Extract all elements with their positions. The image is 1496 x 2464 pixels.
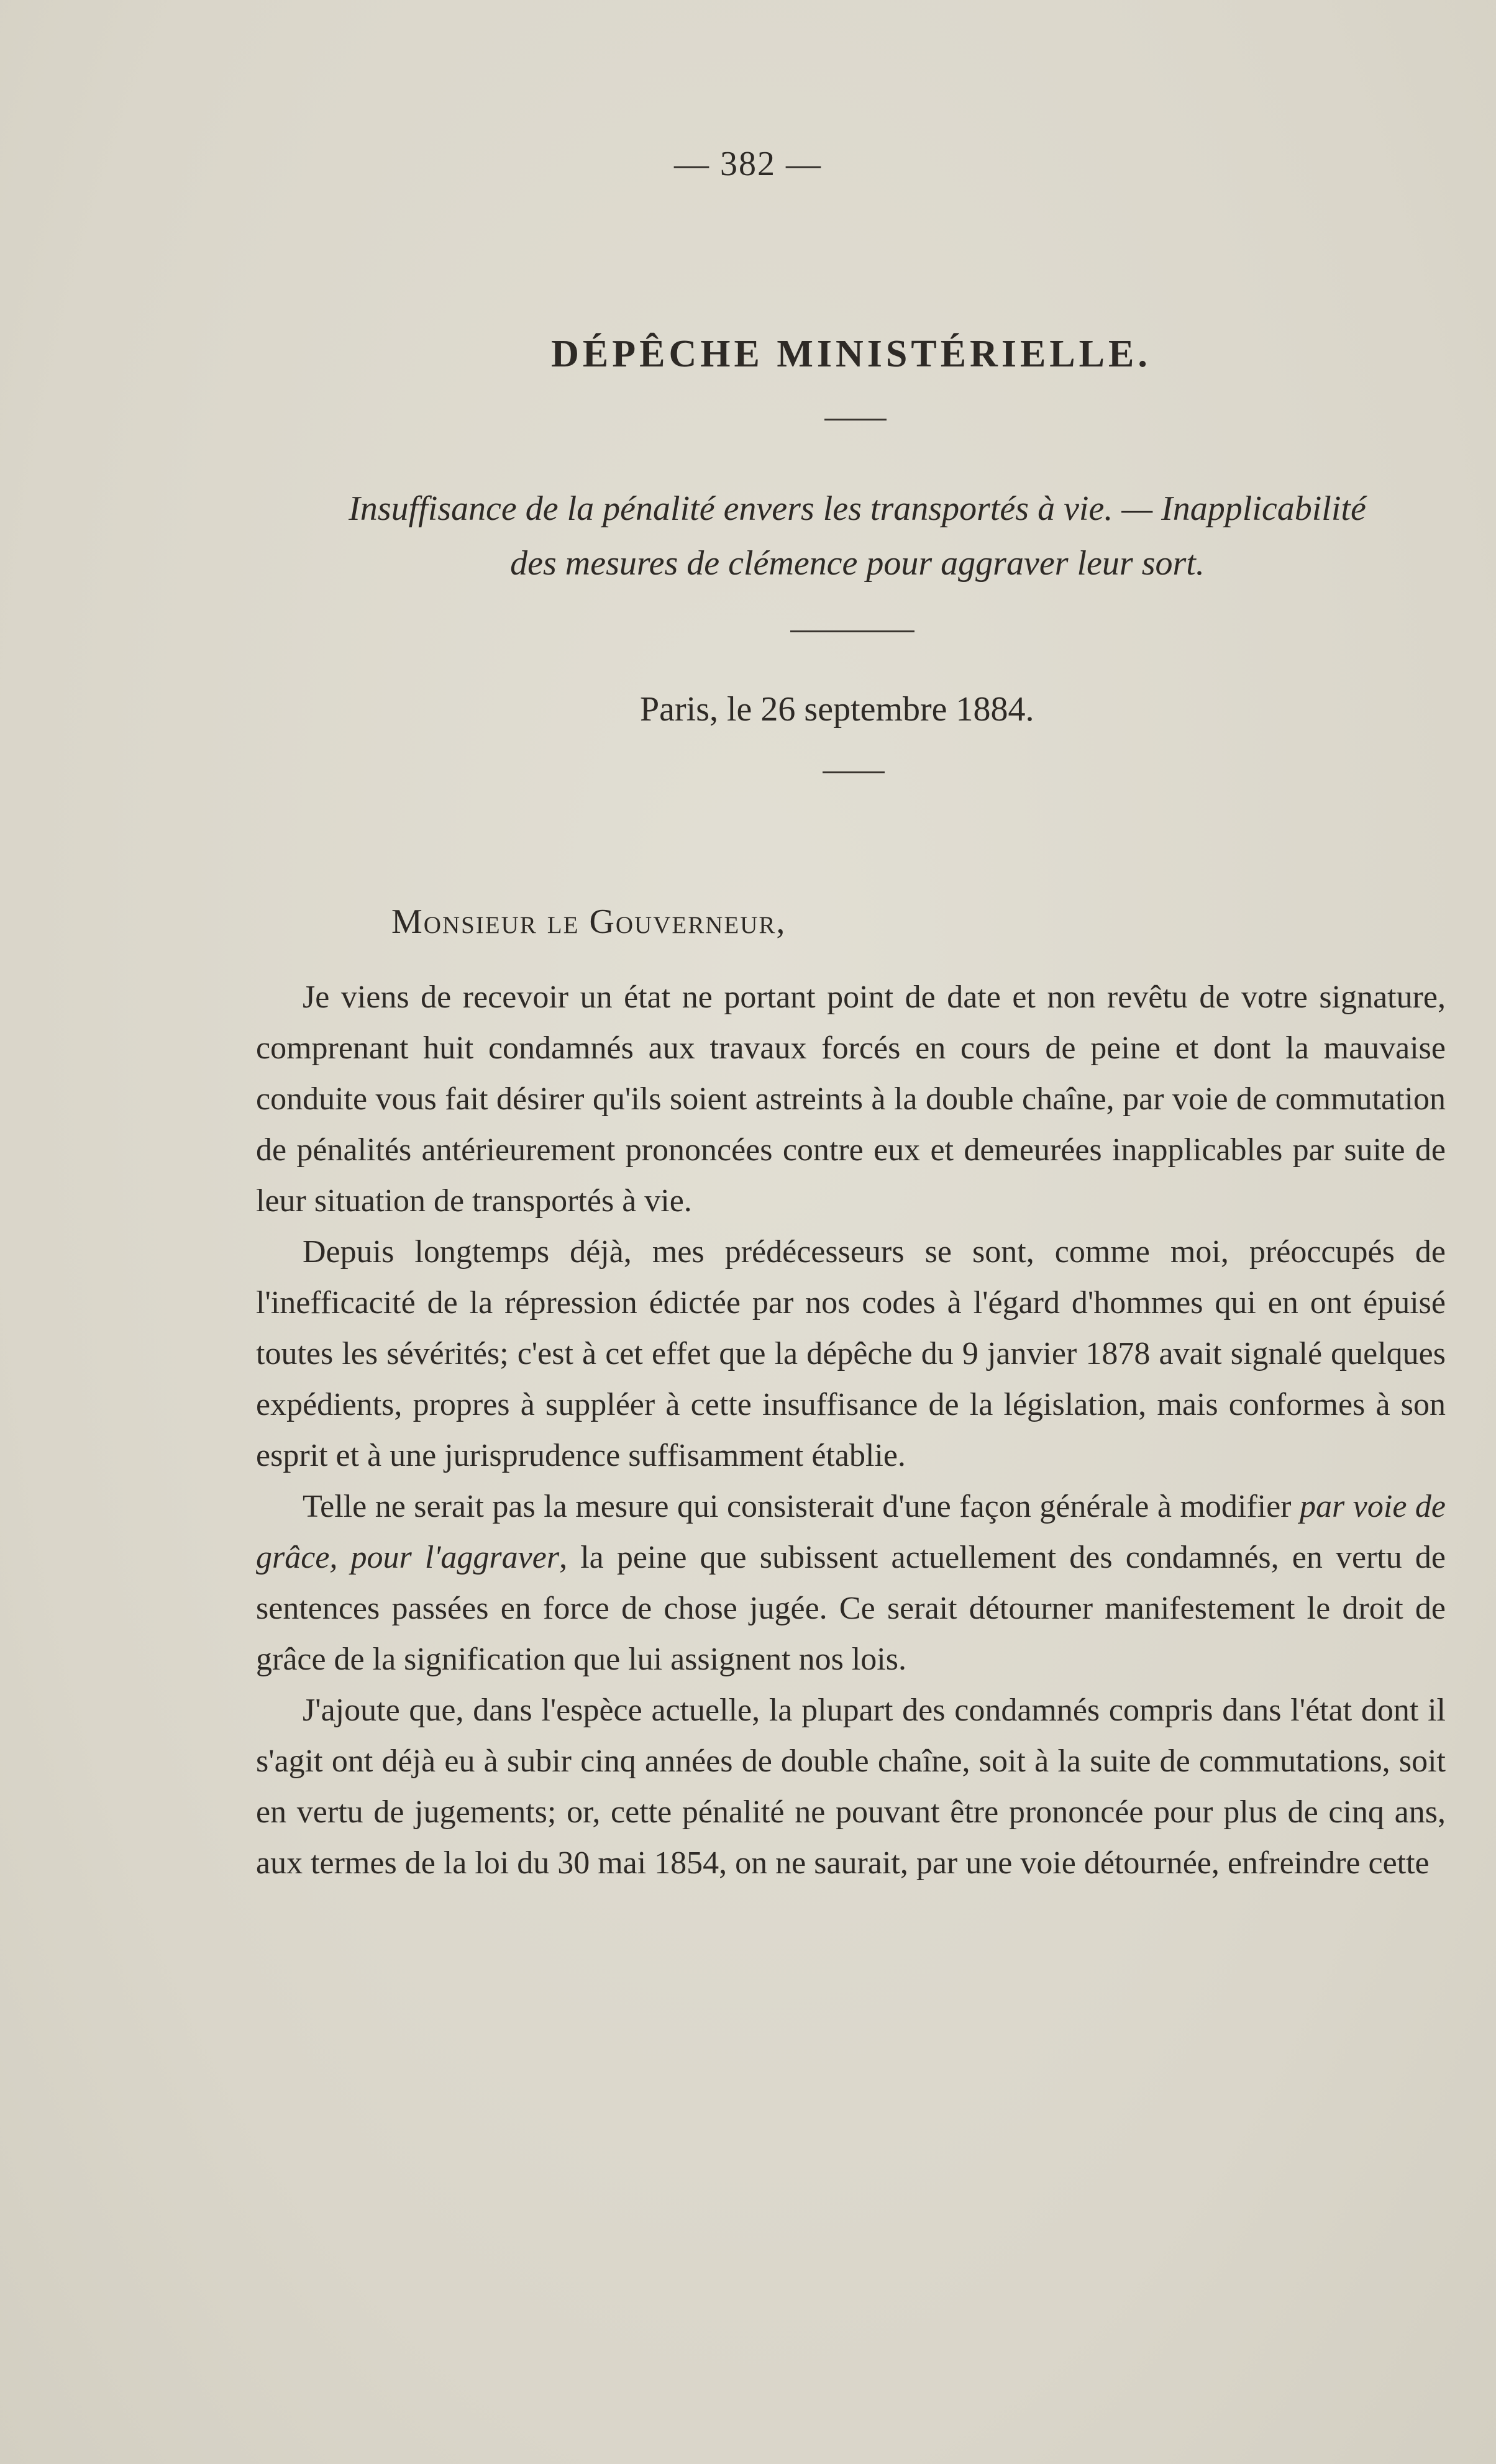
dateline: Paris, le 26 septembre 1884. <box>640 690 1034 729</box>
paragraph-text: , la peine que subissent actuellement des condamnés, en vertu de sentences passées en force de chose jugée. Ce serait détourner manifestement le droit de grâce de la signification que lui assignent nos lois. <box>256 1540 1446 1677</box>
divider <box>824 419 887 421</box>
letter-body <box>256 972 1446 1889</box>
subtitle <box>236 481 1479 591</box>
paragraph: J'ajoute que, dans l'espèce actuelle, la plupart des condamnés compris dans l'état dont il s'agit ont déjà eu à subir cinq années de double chaîne, soit à la suite de commutations, soit en vertu de jugements; or, cette pénalité ne pouvant être prononcée pour plus de cinq ans, aux termes de la loi du 30 mai 1854, on ne saurait, par une voie détournée, enfreindre cette <box>256 1693 1446 1881</box>
subtitle-line: Insuffisance de la pénalité envers les transportés à vie. — Inapplicabilité <box>349 489 1366 528</box>
paragraph-text: Telle ne serait pas la mesure qui consisterait d'une façon générale à modifier <box>303 1489 1300 1524</box>
emphasized-phrase: par voie de grâce, pour l'aggraver <box>256 1489 1446 1575</box>
paragraph <box>256 1481 1446 1685</box>
divider <box>790 630 914 632</box>
paragraph: Je viens de recevoir un état ne portant point de date et non revêtu de votre signature, comprenant huit condamnés aux travaux forcés en cours de peine et dont la mauvaise conduite vous fait désirer qu'ils soient astreints à la double chaîne, par voie de commutation de pénalités antérieurement prononcées contre eux et demeurées inapplicables par suite de leur situation de transportés à vie. <box>256 980 1446 1219</box>
subtitle-line: des mesures de clémence pour aggraver leur sort. <box>510 544 1205 583</box>
page-number: — 382 — <box>674 145 822 183</box>
page-title: DÉPÊCHE MINISTÉRIELLE. <box>551 333 1151 375</box>
salutation: Monsieur le Gouverneur, <box>391 902 787 941</box>
paragraph: Depuis longtemps déjà, mes prédécesseurs se sont, comme moi, préoccupés de l'inefficacité de la répression édictée par nos codes à l'égard d'hommes qui en ont épuisé toutes les sévérités; c'est à cet effet que la dépêche du 9 janvier 1878 avait signalé quelques expédients, propres à suppléer à cette insuffisance de la législation, mais conformes à son esprit et à une jurisprudence suffisamment établie. <box>256 1234 1446 1473</box>
divider <box>823 771 885 773</box>
